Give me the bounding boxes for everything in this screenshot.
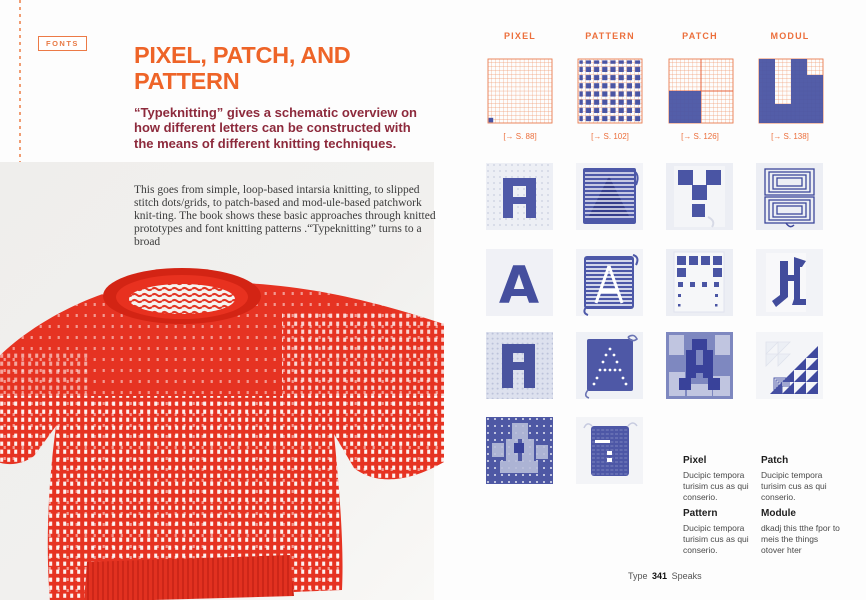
caption-patch: [→ S. 126]	[681, 132, 719, 141]
info-pattern	[683, 508, 755, 557]
swatch-white-dot-a	[576, 332, 643, 399]
swatch-patchwork-a	[486, 417, 553, 484]
swatch-textured-a	[486, 332, 553, 399]
footer-post: Speaks	[671, 571, 702, 581]
swatch-fraktur-a	[756, 249, 823, 316]
info-pixel	[683, 455, 755, 504]
caption-pixel: [→ S. 88]	[503, 132, 537, 141]
info-patch-title: Patch	[761, 455, 789, 466]
info-pixel-body: Ducipic tempora turisim cus as qui conserio.	[683, 470, 749, 503]
caption-modul: [→ S. 138]	[771, 132, 809, 141]
column-header-pixel: PIXEL	[503, 31, 536, 41]
swatch-spiral	[756, 163, 823, 230]
info-pattern-title: Pattern	[683, 508, 718, 519]
intro-paragraph: “Typeknitting” gives a schematic overview on how different letters can be constructed with the means of different knitting techniques.	[134, 105, 417, 151]
column-header-modul: MODUL	[770, 31, 810, 41]
column-header-patch: PATCH	[682, 31, 718, 41]
diagram-pattern	[577, 58, 643, 124]
svg-text:A: A	[498, 256, 540, 316]
info-pattern-body: Ducipic tempora turisim cus as qui conserio.	[683, 523, 749, 556]
sweater-photo	[0, 256, 444, 600]
pixel-cell	[489, 118, 494, 123]
page-footer	[628, 571, 702, 581]
swatch-intarsia-a	[486, 163, 553, 230]
info-patch-body: Ducipic tempora turisim cus as qui conserio.	[761, 470, 827, 503]
swatch-knit-strip	[576, 417, 643, 484]
diagram-modul	[758, 58, 824, 124]
collar-inside-stripes	[129, 284, 235, 314]
info-pixel-title: Pixel	[683, 455, 707, 466]
swatch-stripe-light-a	[576, 249, 643, 316]
swatch-slab-a	[486, 249, 553, 316]
page-title: PIXEL, PATCH, AND PATTERN	[134, 41, 351, 95]
column-header-pattern: PATTERN	[585, 31, 635, 41]
info-module	[761, 508, 843, 557]
info-module-body: dkadj this tthe fpor to meis the things otover hter	[761, 523, 840, 556]
sweater-hem-rib	[84, 555, 294, 600]
swatch-dot-squares-a	[666, 249, 733, 316]
swatch-mosaic-a	[666, 332, 733, 399]
section-tag: FONTS	[38, 36, 87, 51]
swatch-stripe-dark-a	[576, 163, 643, 230]
swatch-patch-y	[666, 163, 733, 230]
footer-page-number: 341	[652, 571, 668, 581]
footer-pre: Type	[628, 571, 648, 581]
caption-pattern: [→ S. 102]	[591, 132, 629, 141]
swatch-triangles	[756, 332, 823, 399]
patch-quadrant	[669, 91, 701, 123]
diagram-patch	[668, 58, 734, 124]
info-patch	[761, 455, 843, 504]
body-paragraph: This goes from simple, loop-based intarsia knitting, to slipped stitch dots/grids, to patch-based and mod-ule-based patchwork knit-ting. The book shows these basic approaches through knitted prototypes and font knitting patterns .“Typeknitting” turns to a broad	[134, 183, 436, 249]
diagram-pixel	[487, 58, 553, 124]
info-module-title: Module	[761, 508, 796, 519]
